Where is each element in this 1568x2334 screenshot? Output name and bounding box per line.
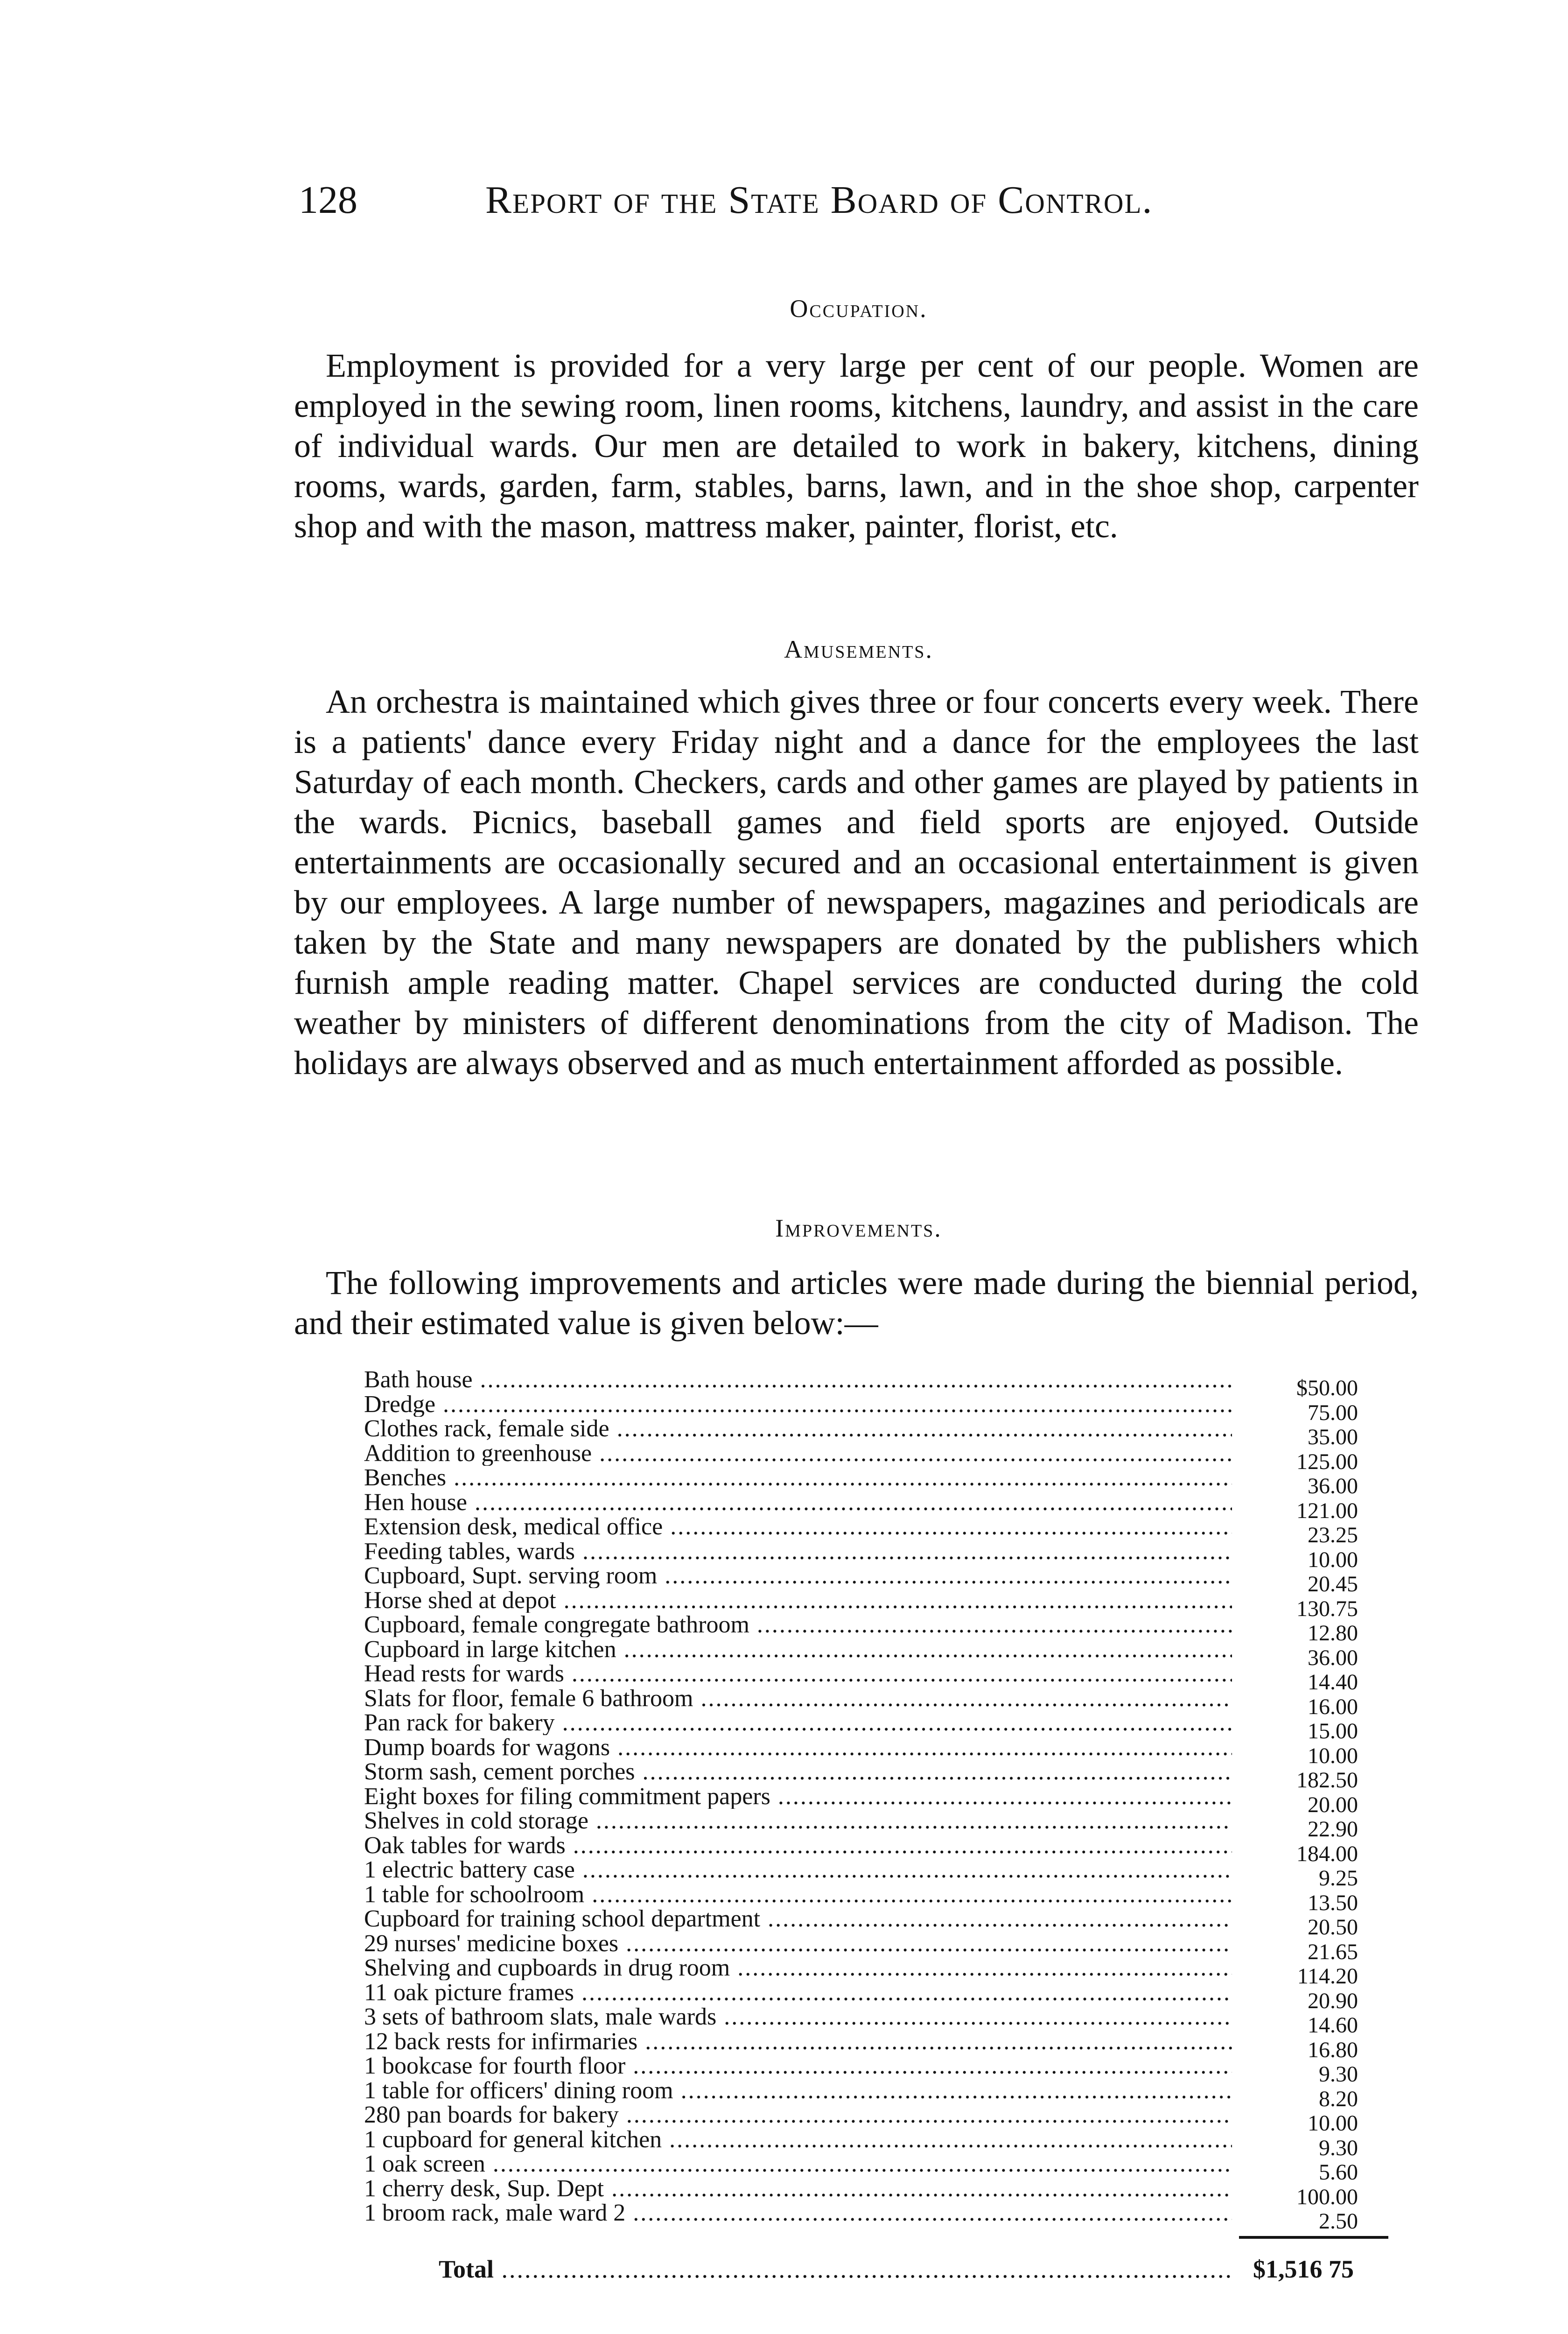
occupation-paragraph: Employment is provided for a very large per cent of our people. Women are employed in the sewing room, linen rooms, kitchens, laundry, and assist in the care of individual wards. Our men are detailed to work in bakery, kitchens, dining rooms, wards, garden, farm, stables, barns, lawn, and in the shoe shop, carpenter shop and with the mason, mattress maker, painter, florist, etc. (294, 347, 1419, 545)
item-value: 20.45 (1308, 1572, 1358, 1596)
item-label: Slats for floor, female 6 bathroom ..... (364, 1687, 1232, 1711)
improvements-table (364, 1368, 1409, 2234)
item-value: 36.00 (1308, 1474, 1358, 1498)
table-row (364, 1711, 1409, 1743)
table-row (364, 1466, 1409, 1498)
table-row (364, 1417, 1409, 1449)
item-value: 13.50 (1308, 1890, 1358, 1915)
table-row (364, 2054, 1409, 2087)
table-row (364, 1686, 1409, 1719)
item-value: 12.80 (1308, 1621, 1358, 1645)
item-label: 1 cherry desk, Sup. Dept ..... (364, 2177, 1232, 2201)
item-value: $50.00 (1296, 1376, 1358, 1400)
table-row (364, 2152, 1409, 2185)
total-value: $1,516 75 (1253, 2255, 1354, 2283)
item-label: Horse shed at depot ..... (364, 1589, 1232, 1613)
item-value: 125.00 (1296, 1449, 1358, 1474)
item-label: Storm sash, cement porches ..... (364, 1760, 1232, 1784)
table-row (364, 1882, 1409, 1915)
section-title-occupation: Occupation. (790, 295, 928, 323)
item-value: 10.00 (1308, 1547, 1358, 1572)
item-value: 35.00 (1308, 1425, 1358, 1449)
item-value: 184.00 (1296, 1841, 1358, 1866)
item-value: 20.00 (1308, 1792, 1358, 1817)
item-label: 1 broom rack, male ward 2 ..... (364, 2201, 1232, 2225)
item-value: 2.50 (1319, 2209, 1358, 2234)
table-row (364, 2103, 1409, 2136)
item-label: Dump boards for wagons ..... (364, 1736, 1232, 1760)
item-label: Bath house ..... (364, 1368, 1232, 1392)
item-value: 21.65 (1308, 1939, 1358, 1964)
page-number: 128 (299, 178, 357, 222)
item-value: 9.30 (1319, 2062, 1358, 2087)
item-label: 1 oak screen ..... (364, 2152, 1232, 2176)
item-value: 20.50 (1308, 1915, 1358, 1940)
table-row (364, 1637, 1409, 1670)
total-rule (1239, 2236, 1388, 2239)
item-value: 10.00 (1308, 2111, 1358, 2136)
item-label: 280 pan boards for bakery ..... (364, 2103, 1232, 2127)
table-row (364, 1662, 1409, 1694)
table-row (364, 1515, 1409, 1547)
table-row (364, 1490, 1409, 1523)
item-label: Dredge ..... (364, 1392, 1232, 1417)
running-title: Report of the State Board of Control. (485, 178, 1153, 222)
item-label: Extension desk, medical office ..... (364, 1515, 1232, 1539)
item-label: Feeding tables, wards ..... (364, 1540, 1232, 1564)
item-value: 23.25 (1308, 1523, 1358, 1547)
table-row (364, 1539, 1409, 1572)
table-row (364, 2078, 1409, 2111)
table-row (364, 2127, 1409, 2160)
item-label: 3 sets of bathroom slats, male wards ..... (364, 2005, 1232, 2029)
item-value: 36.00 (1308, 1645, 1358, 1670)
amusements-paragraph: An orchestra is maintained which gives three or four concerts every week. There is a patients' dance every Friday night and a dance for the employees the last Saturday of each month. Checkers, cards and other games are played by patients in the wards. Picnics, baseball games and field sports are enjoyed. Outside entertainments are occasionally secured and an occasional entertainment is given by our employees. A large number of newspapers, magazines and periodicals are taken by the State and many newspapers are donated by the publishers which furnish ample reading matter. Chapel services are conducted during the cold weather by ministers of different denominations from the city of Madison. The holidays are always observed and as much entertainment afforded as possible. (294, 683, 1419, 1082)
item-label: 11 oak picture frames ..... (364, 1981, 1232, 2005)
item-value: 114.20 (1297, 1964, 1358, 1989)
table-row (364, 1809, 1409, 1842)
table-row (364, 2005, 1409, 2038)
item-label: Shelving and cupboards in drug room ..... (364, 1956, 1232, 1980)
item-value: 15.00 (1308, 1719, 1358, 1743)
item-value: 100.00 (1296, 2184, 1358, 2209)
item-label: 1 bookcase for fourth floor ..... (364, 2054, 1232, 2078)
item-value: 75.00 (1308, 1400, 1358, 1425)
table-row (364, 1833, 1409, 1866)
item-label: 1 electric battery case ..... (364, 1858, 1232, 1882)
item-label: 1 cupboard for general kitchen ..... (364, 2128, 1232, 2152)
item-value: 9.25 (1319, 1866, 1358, 1891)
item-label: Addition to greenhouse ..... (364, 1441, 1232, 1466)
item-label: Head rests for wards ..... (364, 1662, 1232, 1686)
item-label: 29 nurses' medicine boxes ..... (364, 1932, 1232, 1956)
item-label: Cupboard, female congregate bathroom ..... (364, 1613, 1232, 1637)
total-label: Total ..... (439, 2255, 1232, 2284)
table-row (364, 1858, 1409, 1891)
item-label: Benches ..... (364, 1466, 1232, 1490)
table-row (364, 1784, 1409, 1817)
item-label: 12 back rests for infirmaries ..... (364, 2030, 1232, 2054)
item-value: 14.60 (1308, 2013, 1358, 2038)
item-label: 1 table for officers' dining room ..... (364, 2079, 1232, 2103)
table-row (364, 1760, 1409, 1793)
item-value: 14.40 (1308, 1670, 1358, 1694)
item-label: Eight boxes for filing commitment papers ..... (364, 1785, 1232, 1809)
section-title-amusements: Amusements. (784, 635, 933, 663)
table-row (364, 1931, 1409, 1964)
item-value: 130.75 (1296, 1596, 1358, 1621)
table-row (364, 1564, 1409, 1596)
table-row (364, 2201, 1409, 2234)
table-row (364, 1613, 1409, 1645)
item-value: 16.00 (1308, 1694, 1358, 1719)
item-value: 22.90 (1308, 1817, 1358, 1842)
item-value: 9.30 (1319, 2135, 1358, 2160)
item-label: Pan rack for bakery ..... (364, 1711, 1232, 1735)
item-label: Hen house ..... (364, 1490, 1232, 1515)
table-row (364, 1907, 1409, 1940)
table-row (364, 1735, 1409, 1768)
table-row (364, 2176, 1409, 2209)
item-value: 20.90 (1308, 1988, 1358, 2013)
table-row (364, 1368, 1409, 1400)
item-label: Cupboard for training school department ..... (364, 1907, 1232, 1931)
item-value: 16.80 (1308, 2037, 1358, 2062)
table-row (364, 1441, 1409, 1474)
improvements-intro: The following improvements and articles were made during the biennial period, and their estimated value is given below:— (294, 1264, 1419, 1342)
item-value: 10.00 (1308, 1743, 1358, 1768)
item-label: 1 table for schoolroom ..... (364, 1883, 1232, 1907)
page-header (299, 177, 1279, 233)
table-row (364, 1588, 1409, 1621)
item-value: 8.20 (1319, 2086, 1358, 2111)
section-title-improvements: Improvements. (775, 1214, 942, 1242)
item-value: 5.60 (1319, 2160, 1358, 2185)
item-label: Cupboard in large kitchen ..... (364, 1638, 1232, 1662)
table-row (364, 2029, 1409, 2062)
item-label: Oak tables for wards ..... (364, 1834, 1232, 1858)
item-label: Cupboard, Supt. serving room ..... (364, 1564, 1232, 1588)
total-row (439, 2255, 1419, 2283)
table-row (364, 1980, 1409, 2013)
table-row (364, 1392, 1409, 1425)
item-value: 182.50 (1296, 1768, 1358, 1793)
table-row (364, 1956, 1409, 1989)
item-value: 121.00 (1296, 1498, 1358, 1523)
item-label: Clothes rack, female side ..... (364, 1417, 1232, 1441)
item-label: Shelves in cold storage ..... (364, 1809, 1232, 1833)
